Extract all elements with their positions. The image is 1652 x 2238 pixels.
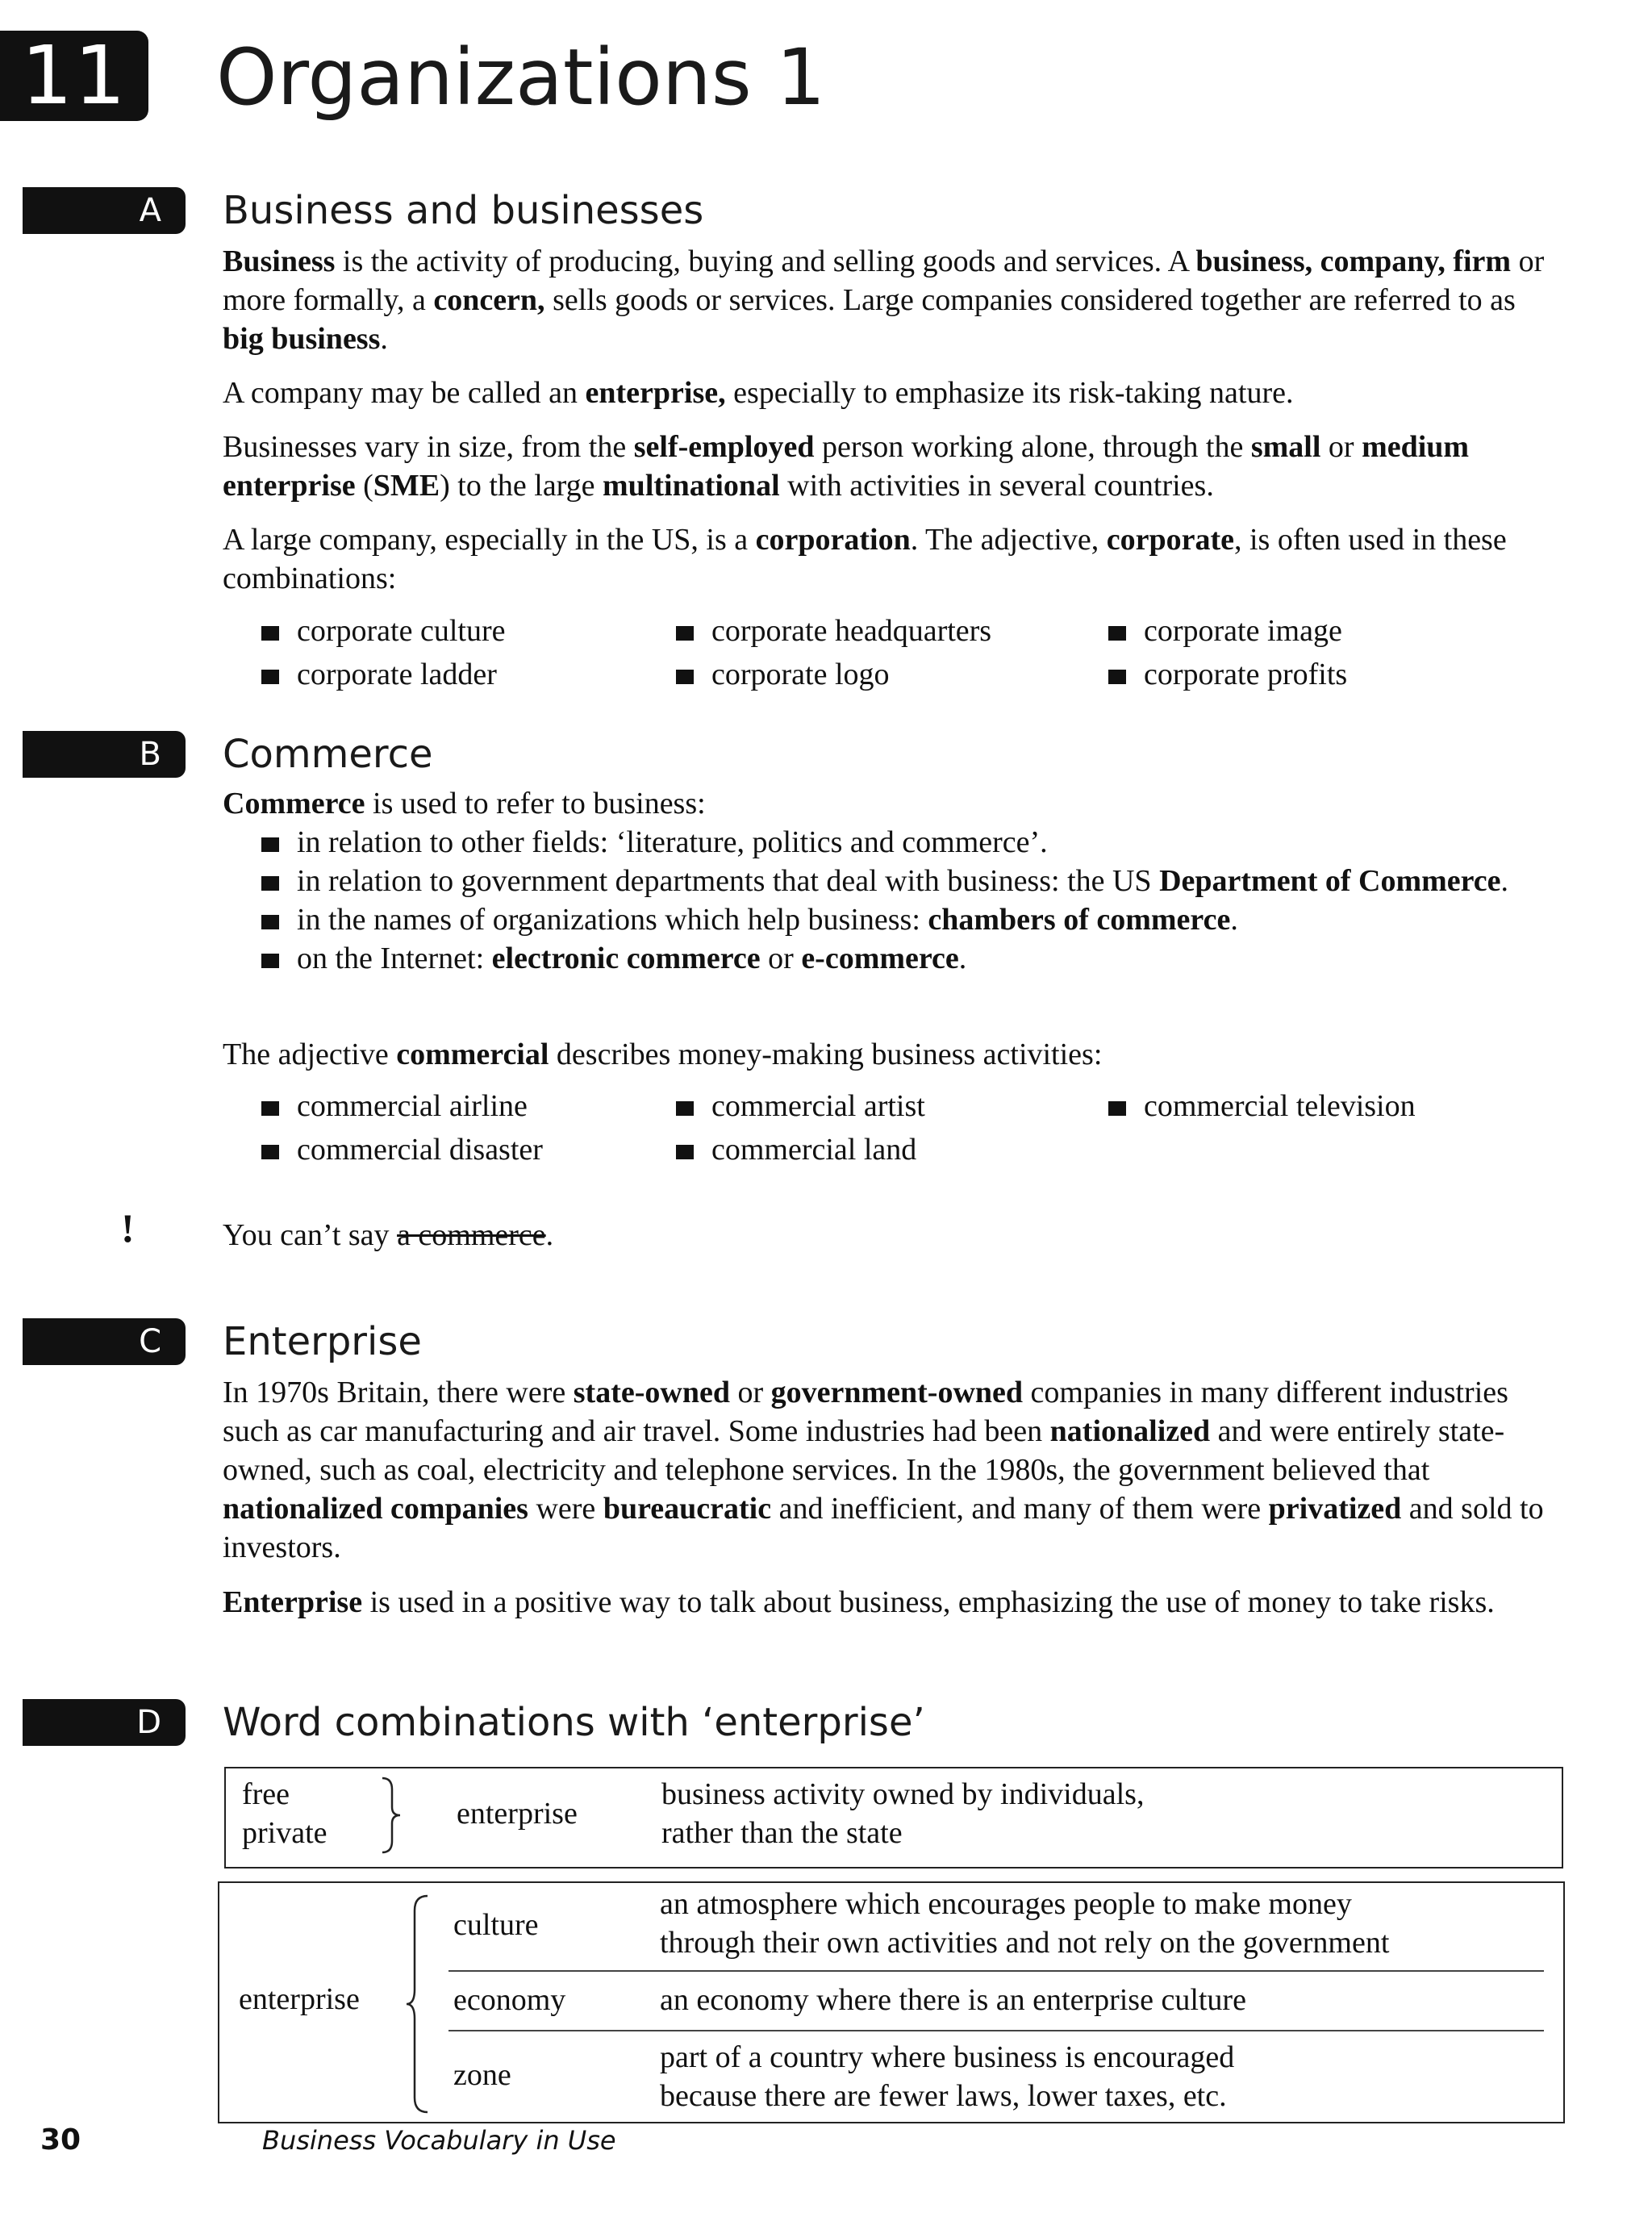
table-cell: enterprise (457, 1797, 578, 1831)
table-cell: an economy where there is an enterprise culture (660, 1983, 1246, 2017)
section-d-badge: D (23, 1699, 186, 1746)
table-divider (448, 2030, 1544, 2031)
list-item: in the names of organizations which help business: chambers of commerce. (244, 900, 1566, 939)
list-item: corporate profits (1108, 655, 1347, 694)
struck-phrase: a commerce (397, 1218, 546, 1252)
table-cell: because there are fewer laws, lower taxes, etc. (660, 2079, 1227, 2113)
list-item: commercial land (676, 1130, 916, 1169)
warning-note: You can’t say a commerce. (223, 1218, 554, 1252)
table-cell: free (242, 1777, 290, 1811)
list-item: commercial television (1108, 1087, 1416, 1125)
section-a-para-1: Business is the activity of producing, buying and selling goods and services. A business, company, firm or more formally, a concern, sells goods or services. Large companies considered together are referred to as big business. (223, 244, 1545, 356)
table-cell: business activity owned by individuals, (661, 1777, 1145, 1811)
list-item: on the Internet: electronic commerce or e-commerce. (244, 939, 1566, 978)
list-item: corporate ladder (261, 655, 497, 694)
list-item: commercial artist (676, 1087, 925, 1125)
table-cell: rather than the state (661, 1816, 903, 1850)
list-item: corporate image (1108, 612, 1342, 650)
section-d-title: Word combinations with ‘enterprise’ (223, 1700, 925, 1745)
section-b-adjective-para: The adjective commercial describes money-making business activities: (223, 1038, 1103, 1071)
list-item: corporate logo (676, 655, 890, 694)
list-item: corporate culture (261, 612, 505, 650)
section-a-para-4: A large company, especially in the US, is a corporation. The adjective, corporate, is often used in these combinations: (223, 523, 1507, 595)
table-cell: part of a country where business is encouraged (660, 2040, 1235, 2074)
list-item: commercial airline (261, 1087, 528, 1125)
section-c-para-1: In 1970s Britain, there were state-owned or government-owned companies in many different industries such as car manufacturing and air travel. Some industries had been nationalized and were entirely state-owned, such as coal, electricity and telephone services. In the 1980s, the government believed that nationalized companies were bureaucratic and inefficient, and many of them were privatized and sold to investors. (223, 1376, 1544, 1564)
section-b-list (244, 823, 1566, 978)
section-a-title: Business and businesses (223, 188, 704, 233)
list-item: in relation to other fields: ‘literature, politics and commerce’. (244, 823, 1566, 862)
table-cell: private (242, 1816, 327, 1850)
brace-icon (379, 1775, 403, 1856)
section-a-badge: A (23, 187, 186, 234)
table-cell: culture (453, 1908, 539, 1942)
section-b-badge: B (23, 731, 186, 778)
section-c-badge: C (23, 1318, 186, 1365)
section-c-para-2: Enterprise is used in a positive way to talk about business, emphasizing the use of money to take risks. (223, 1585, 1495, 1619)
book-title: Business Vocabulary in Use (262, 2125, 616, 2156)
table-cell: economy (453, 1983, 566, 2017)
list-item: in relation to government departments that deal with business: the US Department of Commerce. (244, 862, 1566, 900)
section-b-title: Commerce (223, 732, 433, 777)
page-number: 30 (40, 2123, 81, 2157)
section-a-para-2: A company may be called an enterprise, especially to emphasize its risk-taking nature. (223, 376, 1294, 410)
unit-number-badge: 11 (0, 31, 148, 121)
brace-icon (403, 1893, 431, 2115)
warning-icon: ! (121, 1205, 135, 1251)
section-b-intro: Commerce is used to refer to business: (223, 787, 706, 820)
table-cell: through their own activities and not rely on the government (660, 1926, 1390, 1960)
table-cell: zone (453, 2058, 511, 2092)
list-item: commercial disaster (261, 1130, 543, 1169)
table-cell: enterprise (239, 1982, 360, 2016)
table-divider (448, 1970, 1544, 1972)
list-item: corporate headquarters (676, 612, 991, 650)
table-cell: an atmosphere which encourages people to make money (660, 1887, 1352, 1921)
section-a-para-3: Businesses vary in size, from the self-employed person working alone, through the small or medium enterprise (SME) to the large multinational with activities in several countries. (223, 430, 1470, 503)
section-c-title: Enterprise (223, 1319, 422, 1364)
unit-title: Organizations 1 (216, 32, 826, 123)
